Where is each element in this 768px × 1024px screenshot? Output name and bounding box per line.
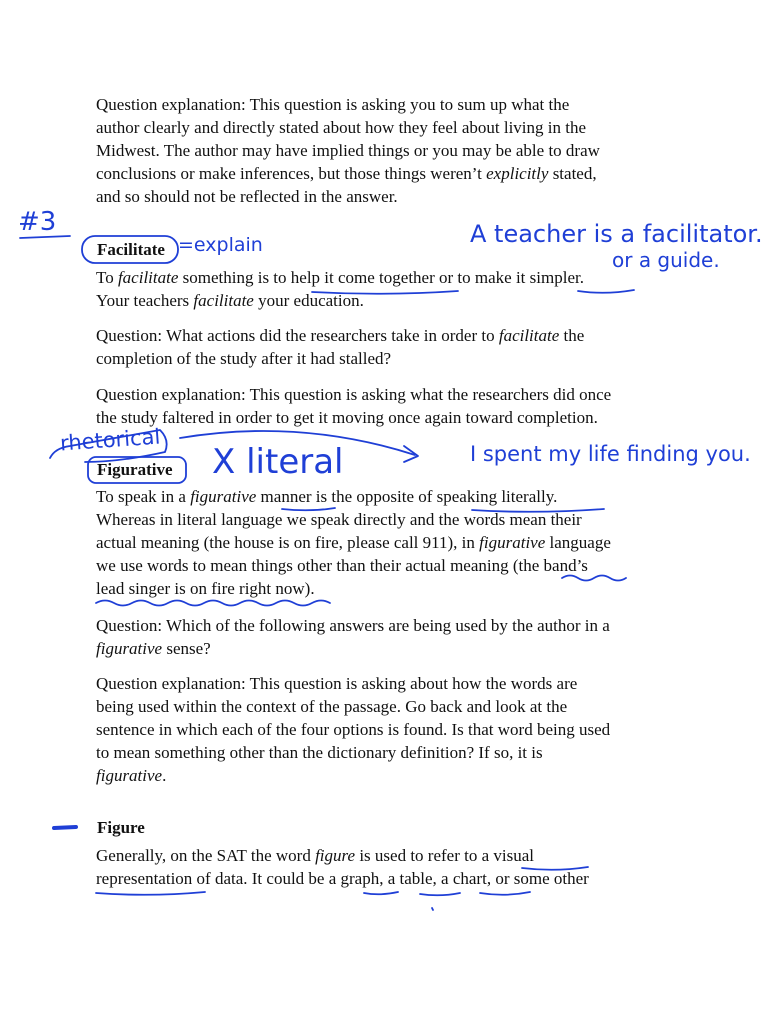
handwritten-explain: =explain: [178, 234, 263, 256]
figurative-explanation: [96, 672, 676, 787]
text-run: .: [162, 766, 167, 785]
text-line: Question explanation: This question is asking you to sum up what the: [96, 95, 570, 114]
text-line: completion of the study after it had stalled?: [96, 349, 392, 368]
text-run: Question: What actions did the researchers take in order to: [96, 326, 499, 345]
italic-term: facilitate: [498, 326, 560, 345]
text-run: is used to refer to a visual: [355, 846, 534, 865]
text-line: [96, 324, 676, 347]
handwritten-teacher-note: A teacher is a facilitator.: [470, 220, 763, 248]
text-line: Midwest. The author may have implied things or you may be able to draw: [96, 141, 600, 160]
text-run: conclusions or make inferences, but those things weren’t: [96, 164, 487, 183]
text-line: Question explanation: This question is asking what the researchers did once: [96, 385, 612, 404]
text-line: we use words to mean things other than their actual meaning (the band’s: [96, 556, 588, 575]
text-run: the: [559, 326, 585, 345]
text-line: Question explanation: This question is asking about how the words are: [96, 674, 578, 693]
handwritten-or-guide: or a guide.: [612, 248, 720, 272]
question-explanation-paragraph: [96, 93, 676, 208]
text-run: actual meaning (the house is on fire, please call 911), in: [96, 533, 480, 552]
text-line: lead singer is on fire right now).: [96, 579, 315, 598]
text-line: [96, 844, 676, 867]
text-line: the study faltered in order to get it moving once again toward completion.: [96, 408, 598, 427]
underline-a-chart: [480, 892, 530, 895]
text-run: manner is the opposite of speaking literally.: [256, 487, 558, 506]
text-line: Question: Which of the following answers are being used by the author in a: [96, 616, 610, 635]
text-run: your education.: [253, 291, 364, 310]
text-run: stated,: [548, 164, 597, 183]
heading-figurative: Figurative: [97, 460, 173, 479]
italic-term: facilitate: [117, 268, 179, 287]
heading-figure: Figure: [97, 818, 145, 837]
text-line: Whereas in literal language we speak directly and the words mean their: [96, 510, 582, 529]
ink-dot: [432, 908, 433, 910]
italic-term: figurative: [479, 533, 546, 552]
text-line: to mean something other than the dictionary definition? If so, it is: [96, 743, 543, 762]
underline-graph: [364, 892, 398, 894]
italic-term: facilitate: [193, 291, 254, 310]
facilitate-definition: [96, 266, 676, 312]
figure-definition: [96, 844, 676, 890]
text-run: something is to help it come together or to make it simpler.: [178, 268, 584, 287]
text-line: author clearly and directly stated about how they feel about living in the: [96, 118, 587, 137]
text-line: [96, 485, 676, 508]
figurative-question: [96, 614, 676, 660]
handwritten-number-3: #3: [18, 207, 57, 237]
text-line: [96, 266, 676, 289]
handwritten-x-literal: X literal: [212, 442, 344, 482]
text-line: [96, 531, 676, 554]
text-run: language: [545, 533, 611, 552]
underline-representation: [96, 892, 205, 895]
text-line: representation of data. It could be a graph, a table, a chart, or some other: [96, 869, 589, 888]
arrow-head: [404, 446, 418, 462]
facilitate-explanation: [96, 383, 676, 429]
italic-term: figurative: [96, 766, 163, 785]
italic-term: figure: [315, 846, 356, 865]
text-line: [96, 289, 676, 312]
text-run: Your teachers: [96, 291, 194, 310]
text-line: [96, 764, 676, 787]
text-line: and so should not be reflected in the answer.: [96, 187, 398, 206]
squiggle-lead-singer: [96, 601, 330, 606]
text-line: [96, 637, 676, 660]
italic-term: figurative: [190, 487, 257, 506]
text-line: [96, 162, 676, 185]
text-run: To: [96, 268, 118, 287]
facilitate-question: [96, 324, 676, 370]
text-run: Generally, on the SAT the word: [96, 846, 316, 865]
italic-term: explicitly: [486, 164, 549, 183]
text-line: sentence in which each of the four options is found. Is that word being used: [96, 720, 611, 739]
underline-a-table: [420, 893, 460, 895]
italic-term: figurative: [96, 639, 163, 658]
figure-dash: [54, 827, 76, 828]
handwritten-spent-life: I spent my life finding you.: [470, 442, 751, 466]
heading-facilitate: Facilitate: [97, 240, 165, 259]
text-run: sense?: [162, 639, 211, 658]
text-run: To speak in a: [96, 487, 191, 506]
handwritten-rhetorical: rhetorical: [59, 424, 162, 456]
text-line: being used within the context of the passage. Go back and look at the: [96, 697, 568, 716]
figurative-definition: [96, 485, 676, 600]
